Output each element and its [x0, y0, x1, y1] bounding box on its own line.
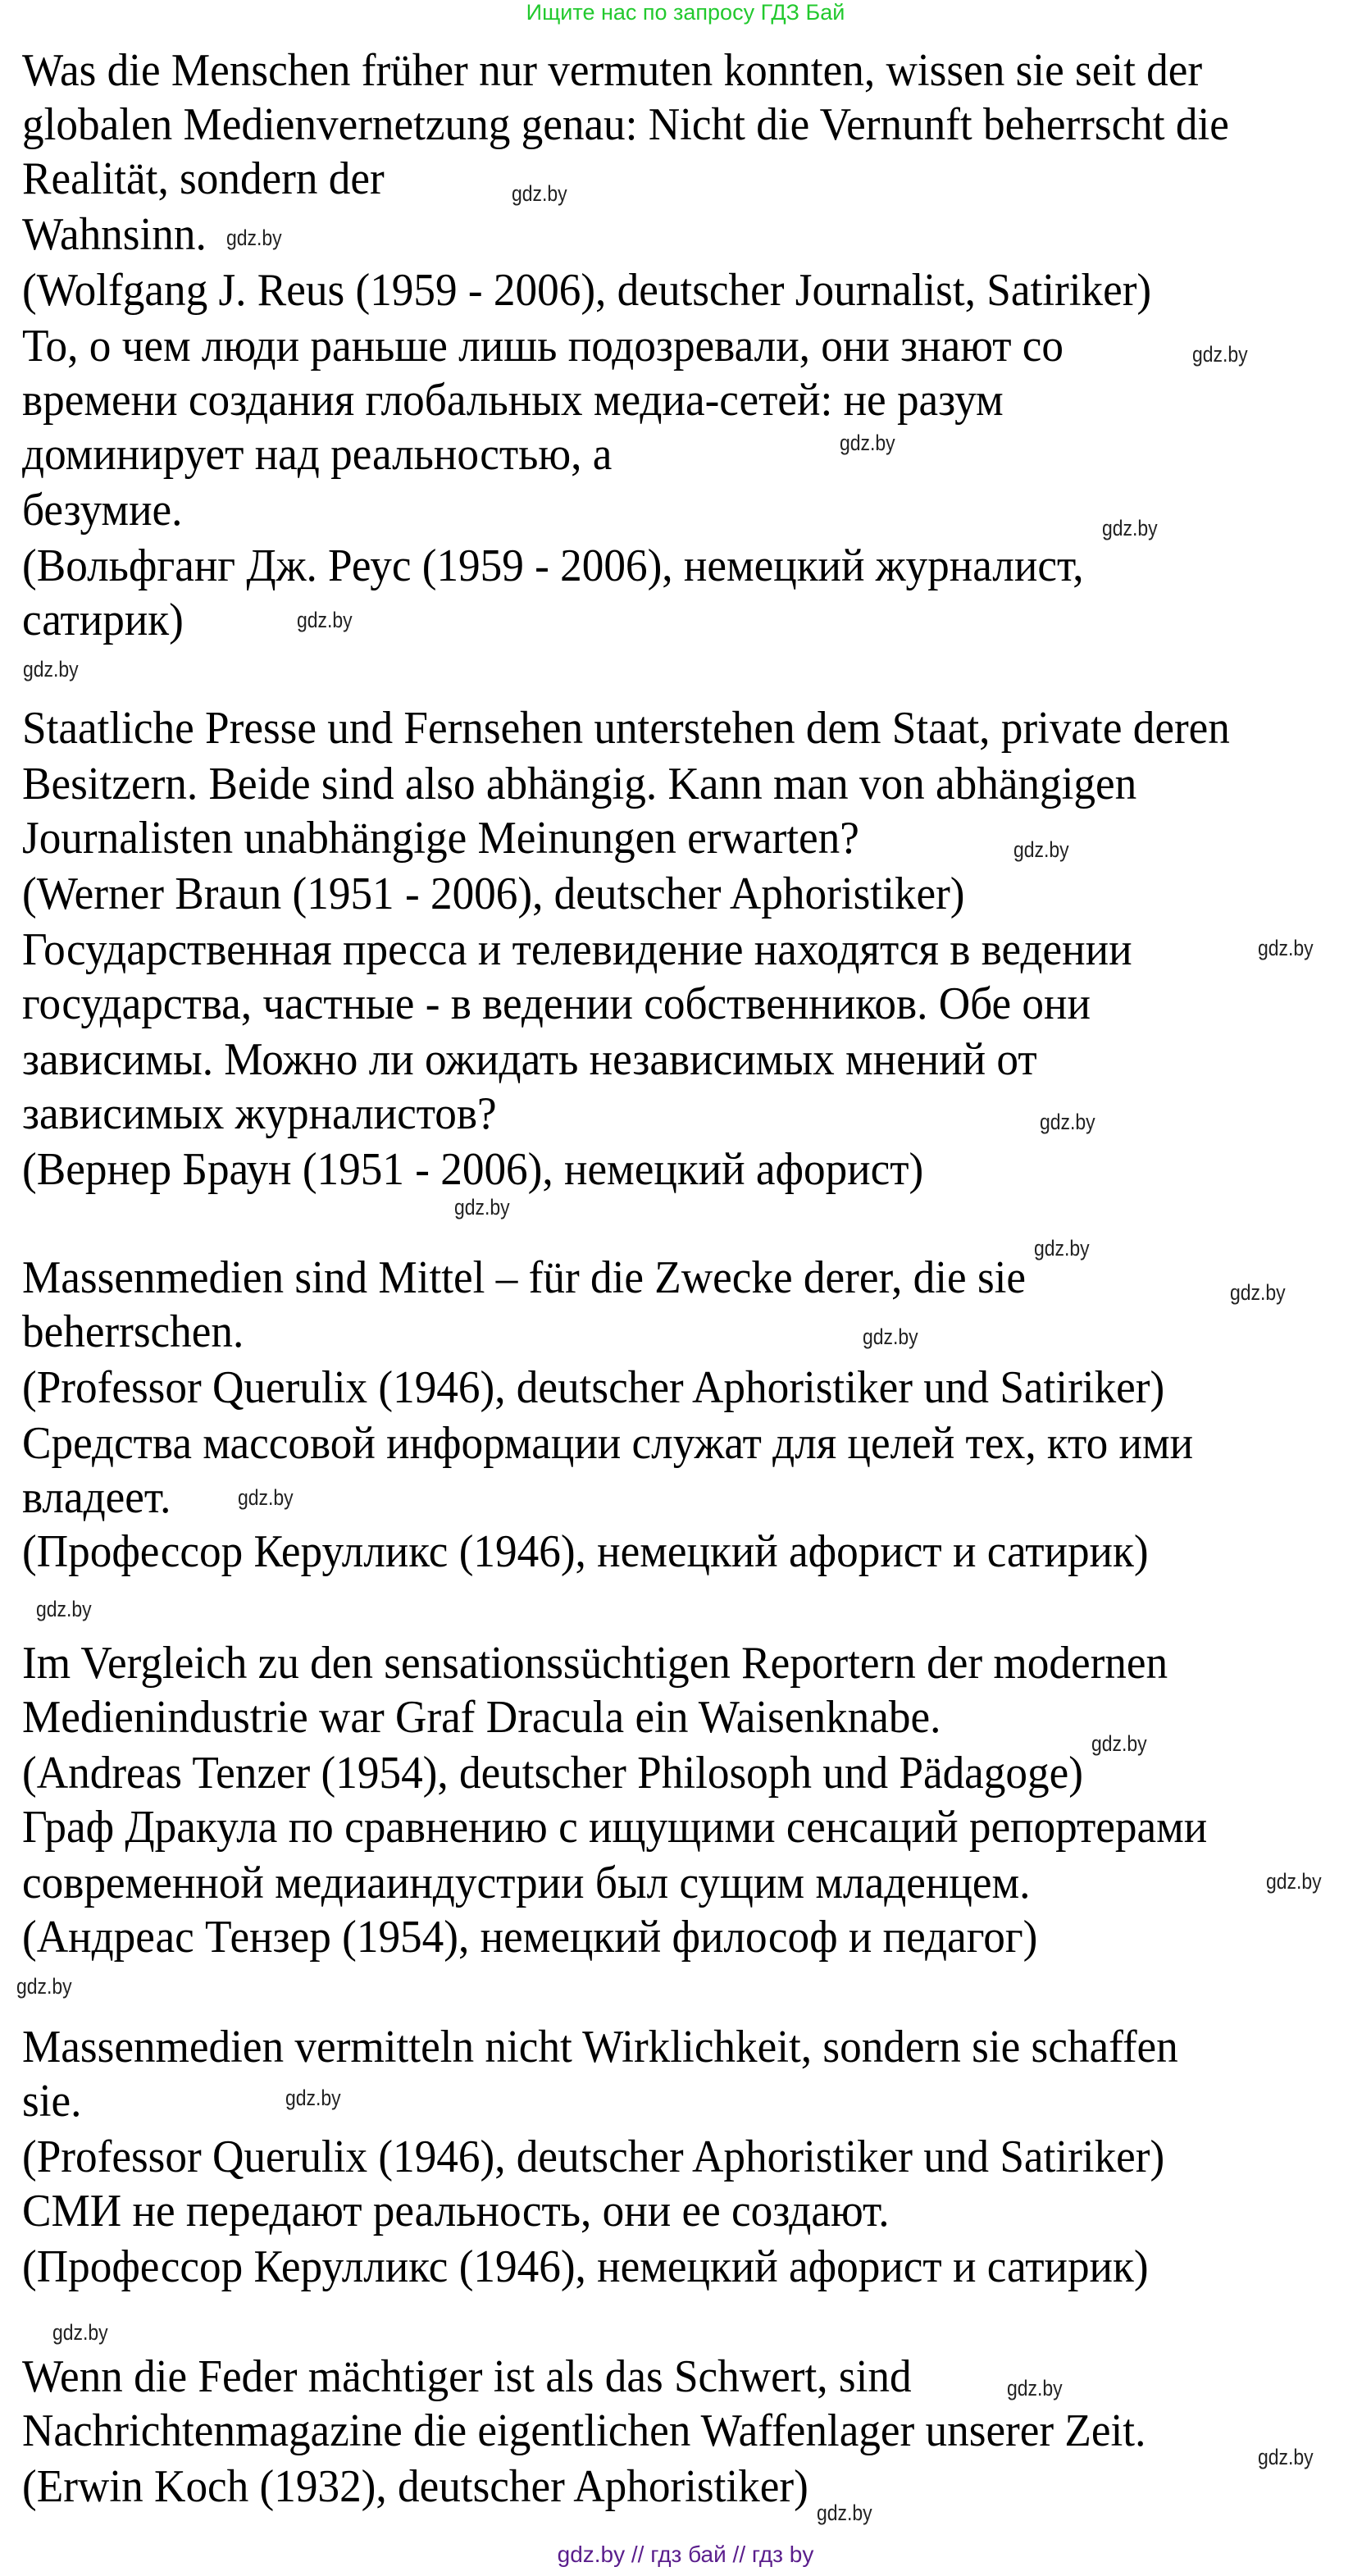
quote-line: государства, частные - в ведении собственников. Обе они	[22, 978, 1091, 1029]
gdz-watermark: gdz.by	[16, 1974, 72, 1999]
gdz-watermark: gdz.by	[1258, 936, 1314, 960]
gdz-watermark: gdz.by	[226, 226, 282, 250]
quote-line: безумие.	[22, 485, 183, 536]
quote-line: Journalisten unabhängige Meinungen erwarten?	[22, 813, 859, 864]
quote-line: Граф Дракула по сравнению с ищущими сенсаций репортерами	[22, 1802, 1208, 1853]
quote-line: (Андреас Тензер (1954), немецкий философ и педагог)	[22, 1912, 1038, 1963]
quote-line: сатирик)	[22, 595, 184, 645]
quote-line: Nachrichtenmagazine die eigentlichen Waffenlager unserer Zeit.	[22, 2405, 1146, 2456]
quote-line: Besitzern. Beide sind also abhängig. Kann man von abhängigen	[22, 759, 1137, 809]
quote-line: То, о чем люди раньше лишь подозревали, они знают со	[22, 321, 1064, 372]
quote-line: (Профессор Керулликс (1946), немецкий афорист и сатирик)	[22, 2241, 1149, 2292]
quote-line: Im Vergleich zu den sensationssüchtigen Reportern der modernen	[22, 1638, 1168, 1689]
gdz-watermark: gdz.by	[1192, 342, 1248, 367]
gdz-watermark: gdz.by	[1091, 1731, 1147, 1756]
quote-line: (Professor Querulix (1946), deutscher Aphoristiker und Satiriker)	[22, 1362, 1165, 1413]
quote-line: (Вернер Браун (1951 - 2006), немецкий афорист)	[22, 1144, 924, 1195]
quote-line: Wenn die Feder mächtiger ist als das Schwert, sind	[22, 2351, 912, 2402]
quote-line: (Professor Querulix (1946), deutscher Aphoristiker und Satiriker)	[22, 2131, 1165, 2182]
quote-line: Realität, sondern der	[22, 153, 385, 204]
quote-line: (Профессор Керулликс (1946), немецкий афорист и сатирик)	[22, 1526, 1149, 1577]
gdz-watermark: gdz.by	[512, 181, 567, 206]
quote-line: Massenmedien vermitteln nicht Wirklichkeit, sondern sie schaffen	[22, 2022, 1178, 2072]
gdz-watermark: gdz.by	[816, 2501, 872, 2525]
quote-line: доминирует над реальностью, а	[22, 429, 613, 480]
gdz-watermark: gdz.by	[23, 657, 79, 682]
gdz-watermark: gdz.by	[52, 2320, 108, 2345]
quote-line: времени создания глобальных медиа-сетей: не разум	[22, 375, 1004, 426]
gdz-watermark: gdz.by	[297, 608, 353, 632]
quote-line: СМИ не передают реальность, они ее создают.	[22, 2186, 890, 2236]
quote-line: (Werner Braun (1951 - 2006), deutscher Aphoristiker)	[22, 869, 965, 919]
search-hint-banner: Ищите нас по запросу ГДЗ Бай	[526, 0, 845, 25]
quote-line: Staatliche Presse und Fernsehen unterstehen dem Staat, private deren	[22, 703, 1230, 754]
gdz-watermark: gdz.by	[840, 431, 895, 455]
gdz-watermark: gdz.by	[238, 1485, 294, 1510]
gdz-watermark: gdz.by	[1258, 2445, 1314, 2469]
quote-line: sie.	[22, 2076, 82, 2127]
quote-line: Was die Menschen früher nur vermuten konnten, wissen sie seit der	[22, 45, 1203, 96]
quote-line: (Вольфганг Дж. Реус (1959 - 2006), немецкий журналист,	[22, 540, 1084, 591]
gdz-watermark: gdz.by	[1230, 1280, 1286, 1305]
gdz-watermark: gdz.by	[1040, 1110, 1095, 1134]
gdz-watermark: gdz.by	[1266, 1869, 1322, 1894]
gdz-watermark: gdz.by	[863, 1324, 918, 1349]
quote-line: (Wolfgang J. Reus (1959 - 2006), deutscher Journalist, Satiriker)	[22, 265, 1152, 316]
quote-line: (Andreas Tenzer (1954), deutscher Philosoph und Pädagoge)	[22, 1748, 1083, 1799]
gdz-watermark: gdz.by	[454, 1195, 510, 1220]
gdz-watermark: gdz.by	[285, 2086, 341, 2110]
quote-line: Wahnsinn.	[22, 209, 207, 260]
gdz-watermark: gdz.by	[1102, 516, 1158, 540]
gdz-watermark: gdz.by	[1013, 837, 1069, 862]
quote-line: зависимых журналистов?	[22, 1088, 497, 1139]
quote-line: современной медиаиндустрии был сущим младенцем.	[22, 1858, 1031, 1908]
quote-line: зависимы. Можно ли ожидать независимых мнений от	[22, 1034, 1037, 1085]
footer-watermark: gdz.by // гдз бай // гдз by	[557, 2542, 814, 2567]
gdz-watermark: gdz.by	[36, 1597, 92, 1621]
quote-line: Massenmedien sind Mittel – für die Zwecke derer, die sie	[22, 1252, 1027, 1303]
quote-line: Государственная пресса и телевидение находятся в ведении	[22, 924, 1132, 975]
gdz-watermark: gdz.by	[1034, 1236, 1090, 1261]
quote-line: beherrschen.	[22, 1306, 244, 1357]
quote-line: владеет.	[22, 1472, 171, 1523]
quote-line: (Erwin Koch (1932), deutscher Aphoristiker)	[22, 2461, 808, 2512]
quote-line: Medienindustrie war Graf Dracula ein Waisenknabe.	[22, 1692, 941, 1743]
quote-line: globalen Medienvernetzung genau: Nicht die Vernunft beherrscht die	[22, 99, 1229, 150]
quote-line: Средства массовой информации служат для целей тех, кто ими	[22, 1418, 1194, 1469]
gdz-watermark: gdz.by	[1007, 2376, 1063, 2400]
